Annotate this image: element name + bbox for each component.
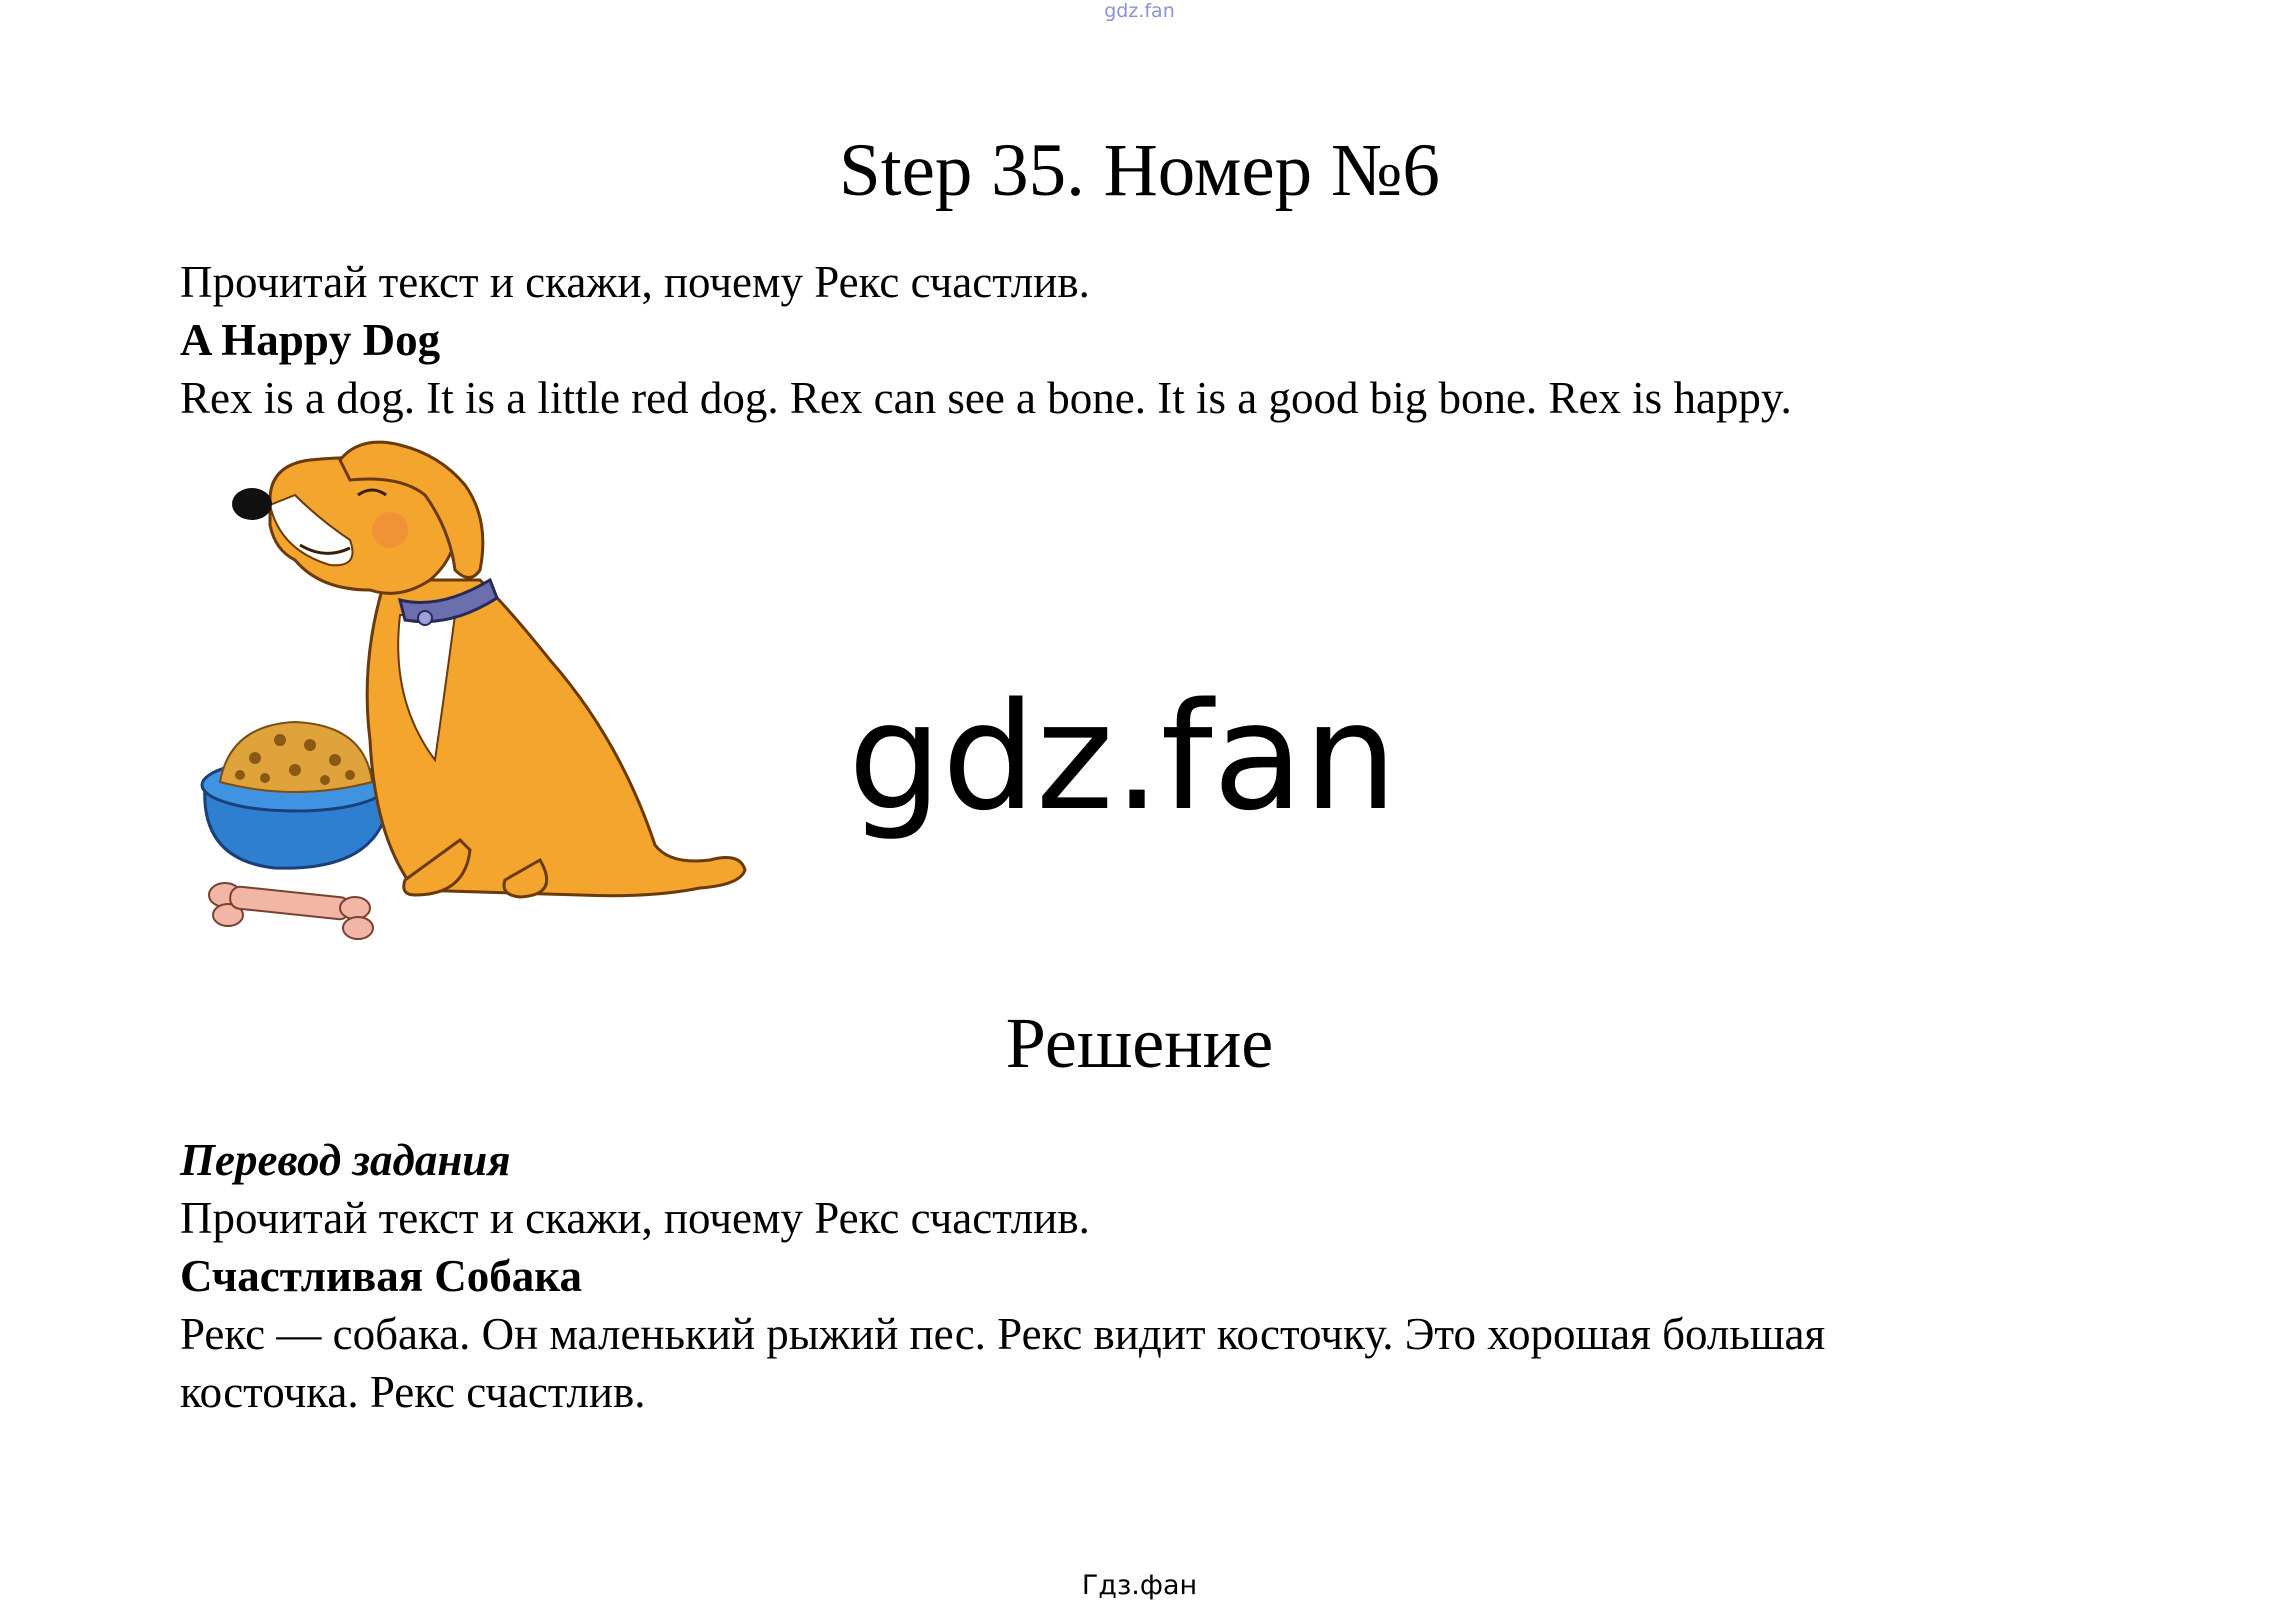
page-title: Step 35. Номер №6 <box>839 129 1440 212</box>
story-title: A Happy Dog <box>180 315 441 365</box>
bone-icon <box>209 883 373 939</box>
translated-story-line-1: Рекс — собака. Он маленький рыжий пес. Рекс видит косточку. Это хорошая большая <box>180 1309 1826 1359</box>
solution-heading: Решение <box>1005 1003 1274 1083</box>
translated-story-line-2: косточка. Рекс счастлив. <box>180 1367 646 1417</box>
story-text: Rex is a dog. It is a little red dog. Rex can see a bone. It is a good big bone. Rex is happy. <box>180 373 1792 423</box>
translation-label: Перевод задания <box>180 1135 511 1185</box>
translated-instruction: Прочитай текст и скажи, почему Рекс счастлив. <box>180 1193 1090 1243</box>
center-watermark: gdz.fan <box>848 671 1398 843</box>
top-watermark: gdz.fan <box>1104 0 1175 22</box>
food-bowl-icon <box>202 722 390 868</box>
dog-illustration <box>200 440 760 965</box>
task-instruction: Прочитай текст и скажи, почему Рекс счастлив. <box>180 257 1090 307</box>
translated-story-title: Счастливая Собака <box>180 1251 583 1301</box>
bottom-watermark: Гдз.фан <box>1081 1570 1198 1601</box>
